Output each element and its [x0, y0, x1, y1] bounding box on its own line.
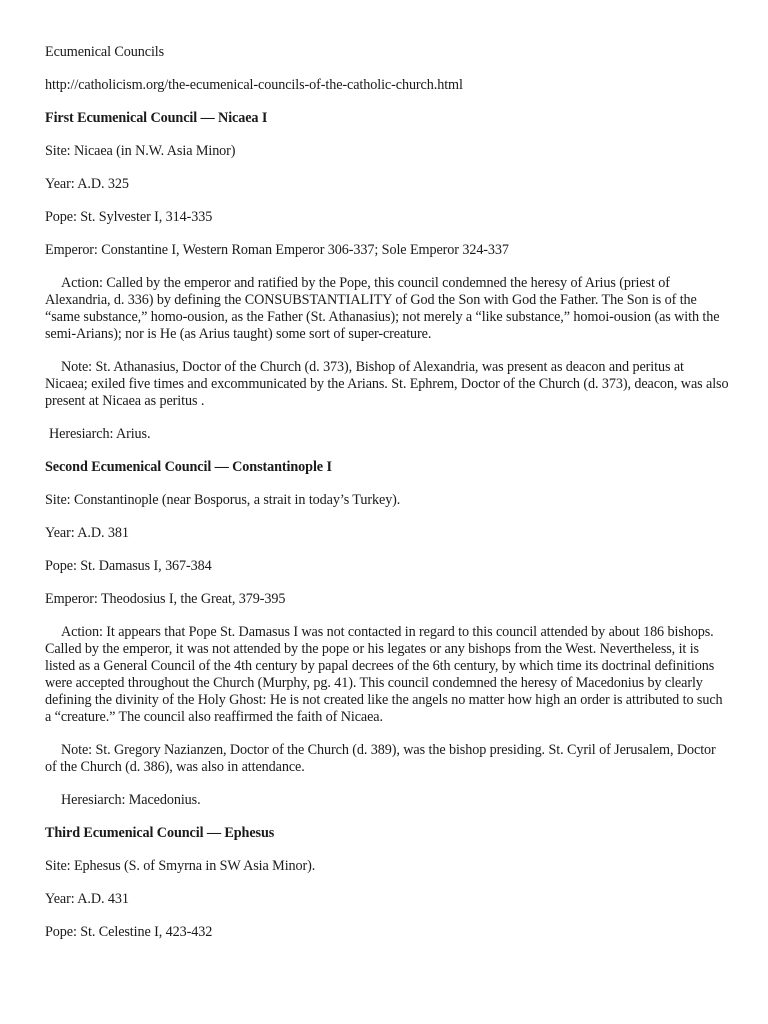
council-site: Site: Ephesus (S. of Smyrna in SW Asia Minor). [45, 858, 316, 874]
council-year: Year: A.D. 381 [45, 525, 129, 541]
council-action: Action: It appears that Pope St. Damasus I was not contacted in regard to this council attended by about 186 bishops. Called by the emperor, it was not attended by the pope or his legates or any bishops from the West. Nevertheless, it is listed as a General Council of the 4th century by papal decrees of the 6th century, by which time its doctrinal definitions were accepted throughout the Church (Murphy, pg. 41). This council condemned the heresy of Macedonius by clearly defining the divinity of the Holy Ghost: He is not created like the angels no matter how high an order is attributed to such a “creature.” The council also reaffirmed the faith of Nicaea. [45, 624, 723, 725]
council-heading-nicaea: First Ecumenical Council — Nicaea I [45, 110, 268, 126]
council-heading-ephesus: Third Ecumenical Council — Ephesus [45, 825, 275, 841]
council-heresiarch: Heresiarch: Macedonius. [61, 792, 201, 808]
council-heresiarch: Heresiarch: Arius. [49, 426, 151, 442]
council-year: Year: A.D. 431 [45, 891, 129, 907]
council-pope: Pope: St. Celestine I, 423-432 [45, 924, 213, 940]
council-pope: Pope: St. Damasus I, 367-384 [45, 558, 212, 574]
council-emperor: Emperor: Theodosius I, the Great, 379-395 [45, 591, 286, 607]
council-pope: Pope: St. Sylvester I, 314-335 [45, 209, 213, 225]
council-emperor: Emperor: Constantine I, Western Roman Emperor 306-337; Sole Emperor 324-337 [45, 242, 509, 258]
council-action: Action: Called by the emperor and ratified by the Pope, this council condemned the heresy of Arius (priest of Alexandria, d. 336) by defining the CONSUBSTANTIALITY of God the Son with God the Father. The Son is of the “same substance,” homo-ousion, as the Father (St. Athanasius); not merely a “like substance,” homoi-ousion (as with the semi-Arians); nor is He (as Arius taught) some sort of super-creature. [45, 275, 720, 342]
council-site: Site: Nicaea (in N.W. Asia Minor) [45, 143, 236, 159]
council-heading-constantinople: Second Ecumenical Council — Constantinople I [45, 459, 332, 475]
council-site: Site: Constantinople (near Bosporus, a strait in today’s Turkey). [45, 492, 401, 508]
council-note: Note: St. Gregory Nazianzen, Doctor of the Church (d. 389), was the bishop presiding. St. Cyril of Jerusalem, Doctor of the Church (d. 386), was also in attendance. [45, 742, 716, 775]
council-year: Year: A.D. 325 [45, 176, 129, 192]
document-title: Ecumenical Councils [45, 44, 165, 60]
source-url: http://catholicism.org/the-ecumenical-councils-of-the-catholic-church.html [45, 77, 463, 93]
council-note: Note: St. Athanasius, Doctor of the Church (d. 373), Bishop of Alexandria, was present as deacon and peritus at Nicaea; exiled five times and excommunicated by the Arians. St. Ephrem, Doctor of the Church (d. 373), deacon, was also present at Nicaea as peritus . [45, 359, 729, 409]
document-page [45, 44, 729, 957]
